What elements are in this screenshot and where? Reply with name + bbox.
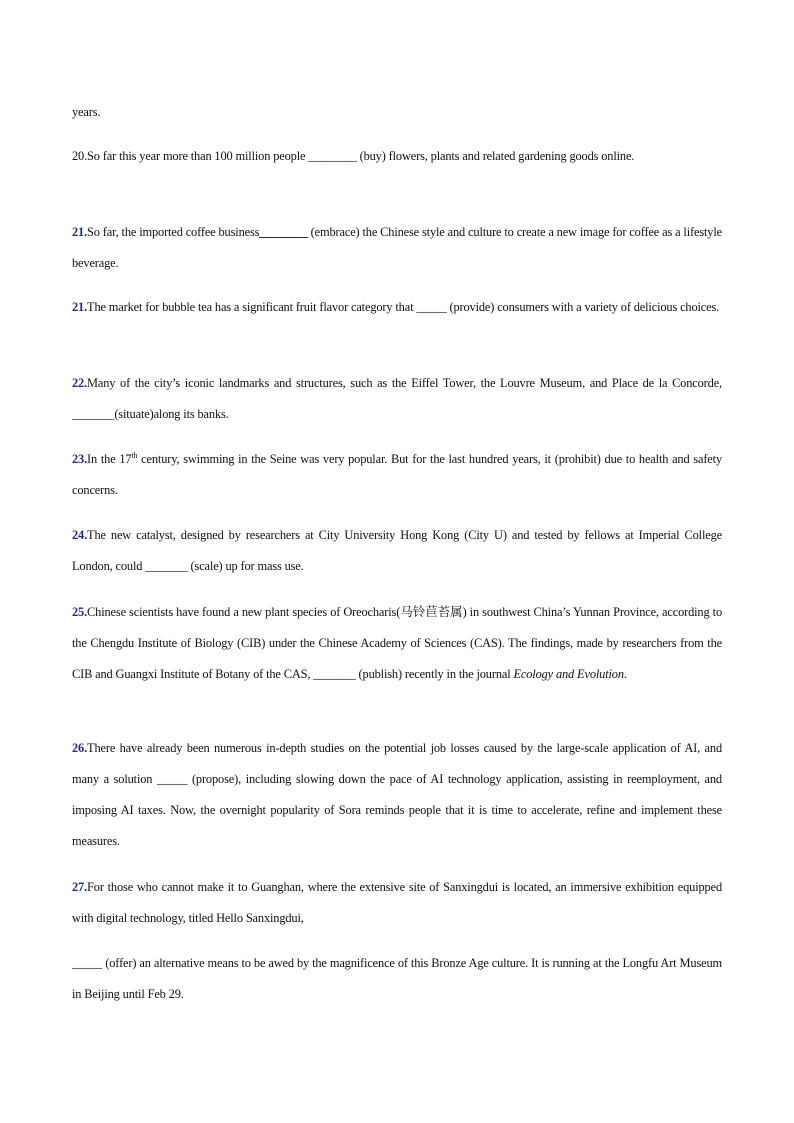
question-text: (propose), including slowing down the pace of AI technology application, assisting in reemployment, and imposing AI taxes. Now, the overnight popularity of Sora reminds people that it is time to accelerate, refine and implement these measures. xyxy=(72,772,722,848)
question-text: Many of the city’s iconic landmarks and structures, such as the Eiffel Tower, the Louvre Museum, and Place de la Concorde, xyxy=(87,376,722,390)
question-number: 25. xyxy=(72,605,88,619)
answer-blank: _______ xyxy=(313,667,356,681)
question-text: . xyxy=(623,667,627,681)
question-text: century, swimming in the Seine was very popular. But for the last hundred years, it (prohibit) due to health and safety concerns. xyxy=(72,452,722,497)
answer-blank: ________ xyxy=(308,149,357,163)
previous-question-tail xyxy=(72,97,722,128)
answer-blank: _____ xyxy=(72,956,103,970)
superscript: th xyxy=(131,451,138,460)
question-number: 21. xyxy=(72,225,88,239)
question-text: ) in southwest China’s Yunnan Province, according to the Chengdu Institute of Biology (CIB) under the Chinese Academy of Sciences (CAS). The findings, made by researchers from the CIB and Guangxi Institute of Botany of the CAS, xyxy=(72,605,722,681)
question-25 xyxy=(72,596,722,690)
question-22 xyxy=(72,368,722,430)
question-text: So far this year more than 100 million people xyxy=(87,149,309,163)
chinese-name: 马铃苣苔属 xyxy=(400,604,463,619)
question-number: 21. xyxy=(72,300,88,314)
question-text: For those who cannot make it to Guanghan, where the extensive site of Sanxingdui is located, an immersive exhibition equipped with digital technology, titled Hello Sanxingdui, xyxy=(72,880,722,925)
question-number: 23. xyxy=(72,452,88,466)
question-text: (provide) consumers with a variety of delicious choices. xyxy=(446,300,720,314)
answer-blank: _____ xyxy=(416,300,447,314)
question-23 xyxy=(72,444,722,506)
question-text: (scale) up for mass use. xyxy=(187,559,304,573)
question-26 xyxy=(72,733,722,857)
question-27-continued xyxy=(72,948,722,1010)
question-text: There have already been numerous in-depth studies on the potential job losses caused by the large-scale application of AI, and many a solution xyxy=(72,741,722,786)
question-21-coffee xyxy=(72,217,722,279)
question-text: Chinese scientists have found a new plant species of Oreocharis( xyxy=(87,605,401,619)
question-number: 26. xyxy=(72,741,88,755)
text: years. xyxy=(72,105,101,119)
question-text: So far, the imported coffee business xyxy=(87,225,260,239)
question-21-bubble-tea xyxy=(72,292,722,323)
question-text: The market for bubble tea has a significant fruit flavor category that xyxy=(87,300,417,314)
question-number: 22. xyxy=(72,376,88,390)
question-text: In the 17 xyxy=(87,452,132,466)
question-20 xyxy=(72,141,722,172)
question-24 xyxy=(72,520,722,582)
question-number: 24. xyxy=(72,528,88,542)
answer-blank: _______ xyxy=(145,559,188,573)
answer-blank: ________ xyxy=(259,225,308,239)
answer-blank: _____ xyxy=(157,772,188,786)
journal-title: Ecology and Evolution xyxy=(513,667,624,681)
question-text: (situate)along its banks. xyxy=(114,407,229,421)
question-number: 27. xyxy=(72,880,88,894)
question-text: (buy) flowers, plants and related gardening goods online. xyxy=(356,149,635,163)
answer-blank: _______ xyxy=(72,407,115,421)
question-27 xyxy=(72,872,722,934)
question-number: 20. xyxy=(72,149,88,163)
question-text: The new catalyst, designed by researchers at City University Hong Kong (City U) and tested by fellows at Imperial College London, could xyxy=(72,528,722,573)
question-text: (offer) an alternative means to be awed by the magnificence of this Bronze Age culture. It is running at the Longfu Art Museum in Beijing until Feb 29. xyxy=(72,956,722,1001)
question-text: (publish) recently in the journal xyxy=(355,667,514,681)
question-text: (embrace) the Chinese style and culture to create a new image for coffee as a lifestyle beverage. xyxy=(72,225,722,270)
